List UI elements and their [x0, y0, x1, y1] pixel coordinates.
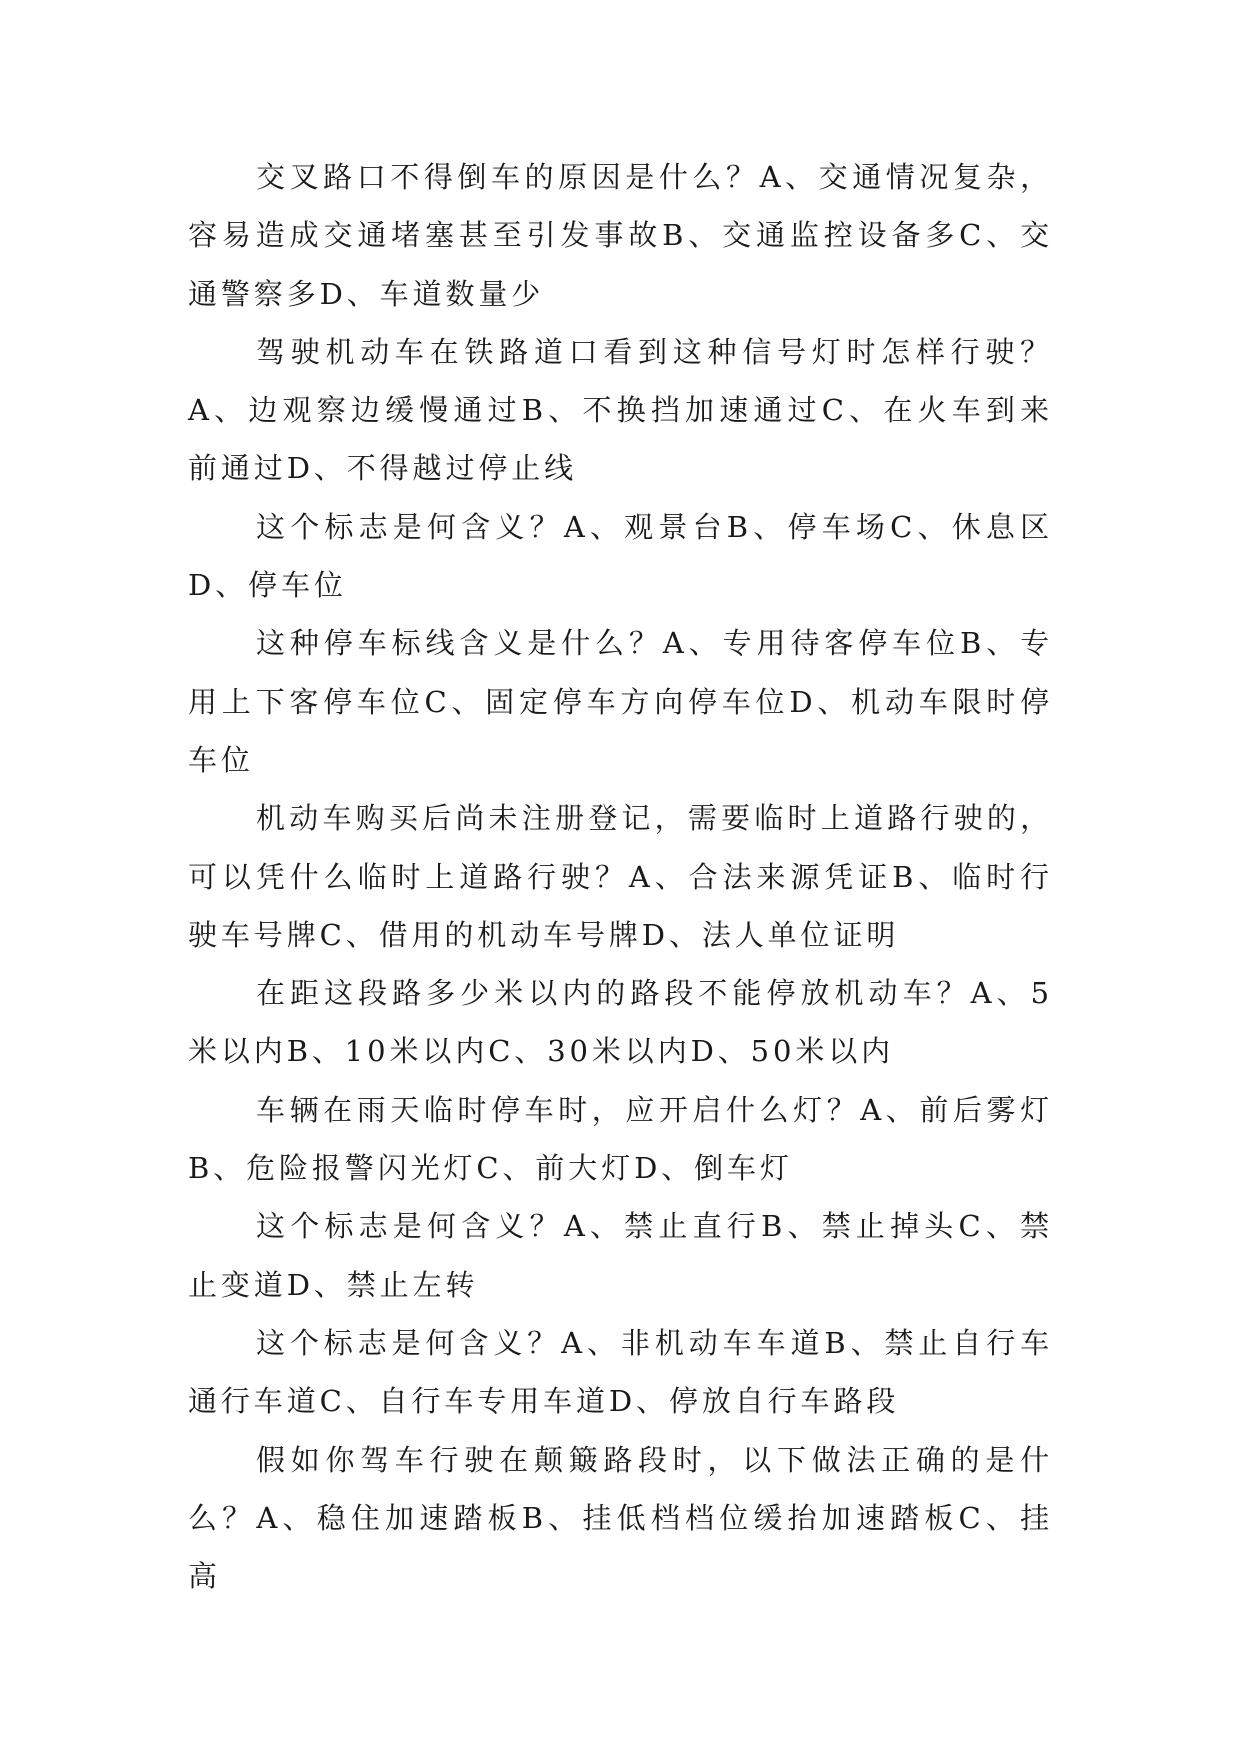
question-paragraph-2: 驾驶机动车在铁路道口看到这种信号灯时怎样行驶？A、边观察边缓慢通过B、不换挡加速通过C、在火车到来前通过D、不得越过停止线	[188, 334, 1053, 486]
question-paragraph-3: 这个标志是何含义？A、观景台B、停车场C、休息区D、停车位	[188, 509, 1053, 603]
document-body	[188, 148, 1053, 1605]
question-paragraph-10: 假如你驾车行驶在颠簸路段时，以下做法正确的是什么？A、稳住加速踏板B、挂低档档位缓抬加速踏板C、挂高	[188, 1442, 1053, 1594]
question-paragraph-1: 交叉路口不得倒车的原因是什么？A、交通情况复杂，容易造成交通堵塞甚至引发事故B、交通监控设备多C、交通警察多D、车道数量少	[188, 160, 1053, 311]
question-paragraph-8: 这个标志是何含义？A、禁止直行B、禁止掉头C、禁止变道D、禁止左转	[188, 1209, 1053, 1302]
question-paragraph-4: 这种停车标线含义是什么？A、专用待客停车位B、专用上下客停车位C、固定停车方向停车位D、机动车限时停车位	[188, 626, 1053, 777]
question-paragraph-5: 机动车购买后尚未注册登记，需要临时上道路行驶的，可以凭什么临时上道路行驶？A、合法来源凭证B、临时行驶车号牌C、借用的机动车号牌D、法人单位证明	[188, 801, 1053, 952]
question-paragraph-9: 这个标志是何含义？A、非机动车车道B、禁止自行车通行车道C、自行车专用车道D、停放自行车路段	[188, 1325, 1053, 1419]
question-paragraph-7: 车辆在雨天临时停车时，应开启什么灯？A、前后雾灯B、危险报警闪光灯C、前大灯D、倒车灯	[188, 1092, 1053, 1186]
question-paragraph-6: 在距这段路多少米以内的路段不能停放机动车？A、5米以内B、10米以内C、30米以内D、50米以内	[188, 976, 1053, 1069]
